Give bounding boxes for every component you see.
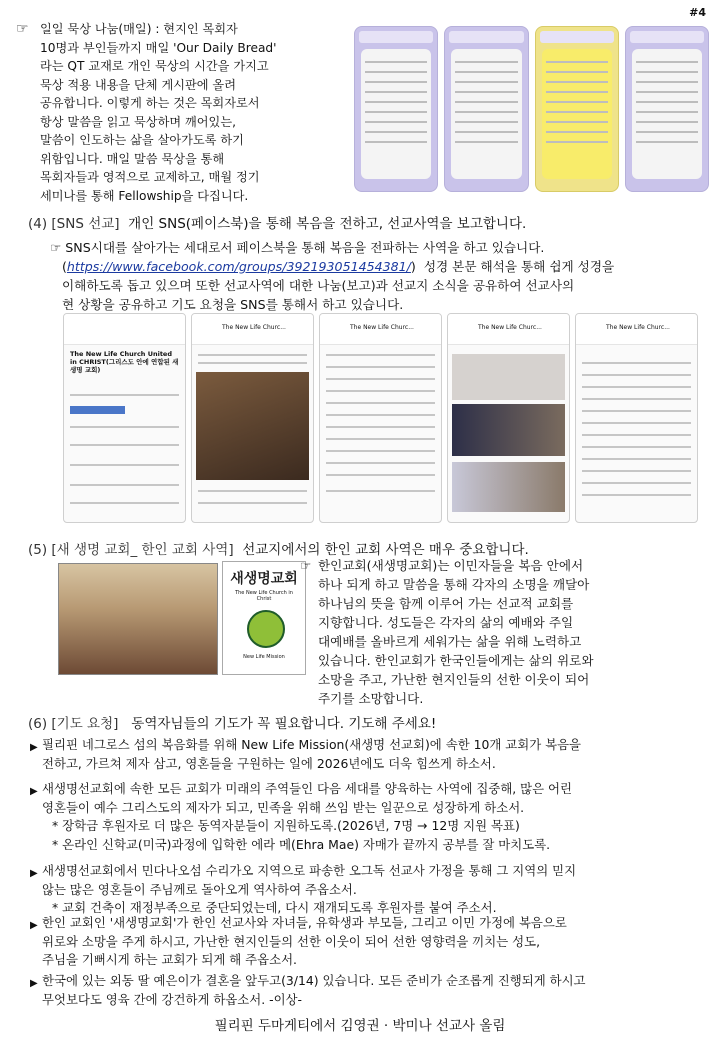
poster-org: New Life Mission [243,654,285,660]
intro-line: 공유합니다. 이렇게 하는 것은 목회자로서 [40,96,260,110]
prayer-line: 위로와 소망을 주게 하시고, 가난한 현지인들의 선한 이웃이 되어 선한 영향력을 끼치는 성도, [42,933,541,949]
facebook-screenshot [319,313,442,523]
pointing-hand-icon: ☞ [16,21,29,37]
section-heading-prayer [28,712,436,732]
intro-line: 10명과 부인들까지 매일 'Our Daily Bread' [40,40,277,55]
triangle-bullet-icon: ▶ [30,786,38,797]
chat-screenshot [535,26,619,192]
fb-page-name: The New Life Churc... [606,324,670,331]
prayer-line: * 온라인 신학교(미국)과정에 입학한 에라 메(Ehra Mae) 자매가 끝까지 공부를 잘 마치도록. [52,836,551,852]
triangle-bullet-icon: ▶ [30,978,38,989]
chat-screenshot [444,26,528,192]
prayer-line: 필리핀 네그로스 섬의 복음화를 위해 New Life Mission(새생명 선교회)에 속한 10개 교회가 복음을 [42,737,582,752]
congregation-photo [58,563,218,675]
church-line: 하나 되게 하고 말씀을 통해 각자의 소명을 깨달아 [318,577,590,592]
sns-line: 성경 본문 해석을 통해 쉽게 성경을 [423,259,615,274]
prayer-line: 않는 많은 영혼들이 주님께로 돌아오게 역사하여 주옵소서. [42,881,357,897]
triangle-bullet-icon: ▶ [30,742,38,753]
church-line: 소망을 주고, 가난한 현지인들의 선한 이웃이 되어 [318,672,590,687]
intro-paragraph [16,20,350,205]
sns-paragraph: ☞ SNS시대를 살아가는 세대로서 페이스북을 통해 복음을 전파하는 사역을 하고 있습니다. (https://www.facebook.com/groups/392193051454381/) 성경 본문 해석을 통해 쉽게 성경을 이해하도록 돕고 있으며 또한 선교사역에 대한 나눔(보고)과 선교지 소식을 공유하여 선교사의 현 상황을 공유하고 기도 요청을 SNS를 통해서 하고 있습니다. [50,238,710,314]
pointing-hand-icon: ☞ [300,558,312,573]
signature-line: 필리핀 두마게티에서 김영권 · 박미나 선교사 올림 [214,1018,506,1034]
church-paragraph [300,556,708,708]
church-line: 대예배를 올바르게 세워가는 삶을 위해 노력하고 [318,634,582,649]
fb-page-name: The New Life Churc... [478,324,542,331]
section-heading-sns [28,212,526,232]
sns-line: 이해하도록 돕고 있으며 또한 선교사역에 대한 나눔(보고)과 선교지 소식을 공유하여 선교사의 [62,278,575,293]
church-line: 지향합니다. 성도들은 각자의 삶의 예배와 주일 [318,615,574,630]
prayer-item [30,736,702,773]
poster-title: 새생명교회 [230,571,298,587]
prayer-line: * 교회 건축이 재정부족으로 중단되었는데, 다시 재개되도록 후원자를 붙여 주소서. [52,900,497,916]
prayer-line: * 장학금 후원자로 더 많은 동역자분들이 지원하도록.(2026년, 7명 → 12명 지원 목표) [52,818,520,834]
church-line: 한인교회(새생명교회)는 이민자들을 복음 안에서 [318,558,584,573]
facebook-screenshot [575,313,698,523]
facebook-screenshot [63,313,186,523]
intro-line: 묵상 적용 내용을 단체 게시판에 올려 [40,77,236,92]
church-poster [222,561,306,675]
triangle-bullet-icon: ▶ [30,868,38,879]
poster-subtitle: The New Life Church in Christ [235,590,293,602]
facebook-screenshots [63,313,698,523]
intro-line: 세미나를 통해 Fellowship을 다집니다. [40,188,249,203]
prayer-line: 전하고, 가르쳐 제자 삼고, 영혼들을 구원하는 일에 2026년에도 더욱 힘쓰게 하소서. [42,755,496,771]
facebook-link[interactable]: https://www.facebook.com/groups/392193051454381/ [66,259,411,274]
prayer-line: 한인 교회인 '새생명교회'가 한인 선교사와 자녀들, 유학생과 부모들, 그리고 이민 가정에 복음으로 [42,915,567,930]
page-number: #4 [689,6,706,19]
section-title: 개인 SNS(페이스북)을 통해 복음을 전하고, 선교사역을 보고합니다. [128,216,527,232]
pointing-hand-icon: ☞ [50,240,66,255]
prayer-line: 무엇보다도 영육 간에 강건하게 하옵소서. -이상- [42,991,302,1007]
intro-line: 일일 묵상 나눔(매일) : 현지인 목회자 [40,22,238,36]
intro-line: 목회자들과 영적으로 교제하고, 매월 정기 [40,170,260,184]
prayer-line: 새생명선교회에 속한 모든 교회가 미래의 주역들인 다음 세대를 양육하는 사역에 집중해, 많은 어린 [42,781,572,796]
prayer-item [30,862,702,918]
mission-logo-icon [247,610,285,648]
prayer-item [30,972,702,1009]
intro-line: 말씀이 인도하는 삶을 살아가도록 하기 [40,133,244,147]
church-line: 주기를 소망합니다. [318,691,424,706]
chat-screenshot [625,26,709,192]
prayer-item [30,914,702,970]
section-tag: (4) [SNS 선교] [28,216,120,232]
intro-line: 위함입니다. 매일 말씀 묵상을 통해 [40,151,225,166]
prayer-line: 새생명선교회에서 민다나오섬 수리가오 지역으로 파송한 오그독 선교사 가정을 통해 그 지역의 믿지 [42,863,577,878]
chat-screenshots [354,26,709,192]
intro-line: 항상 말씀을 읽고 묵상하며 깨어있는, [40,114,236,129]
section-title: 선교지에서의 한인 교회 사역은 매우 중요합니다. [242,542,529,558]
triangle-bullet-icon: ▶ [30,920,38,931]
chat-screenshot [354,26,438,192]
sns-line: SNS시대를 살아가는 세대로서 페이스북을 통해 복음을 전파하는 사역을 하고 있습니다. [65,240,545,255]
prayer-line: 주님을 기뻐시게 하는 교회가 되게 해 주옵소서. [42,952,297,968]
fb-group-name: The New Life Church United in CHRIST(그리스도 안에 연합된 새생명 교회) [70,350,179,374]
section-heading-church [28,538,529,558]
prayer-item [30,780,702,854]
fb-page-name: The New Life Churc... [222,324,286,331]
church-line: 하나님의 뜻을 함께 이루어 가는 선교적 교회를 [318,596,574,611]
section-title: 동역자님들의 기도가 꼭 필요합니다. 기도해 주세요! [131,716,437,732]
intro-line: 라는 QT 교재로 개인 묵상의 시간을 가지고 [40,59,269,73]
church-line: 있습니다. 한인교회가 한국인들에게는 삶의 위로와 [318,653,594,668]
section-tag: (6) [기도 요청] [28,716,119,732]
prayer-line: 영혼들이 예수 그리스도의 제자가 되고, 민족을 위해 쓰임 받는 일꾼으로 성장하게 하소서. [42,799,525,815]
fb-page-name: The New Life Churc... [350,324,414,331]
sns-line: 현 상황을 공유하고 기도 요청을 SNS를 통해서 하고 있습니다. [62,297,404,312]
facebook-screenshot [447,313,570,523]
prayer-line: 한국에 있는 외동 딸 예은이가 결혼을 앞두고(3/14) 있습니다. 모든 준비가 순조롭게 진행되게 하시고 [42,973,586,988]
section-tag: (5) [새 생명 교회_ 한인 교회 사역] [28,542,234,558]
facebook-screenshot [191,313,314,523]
